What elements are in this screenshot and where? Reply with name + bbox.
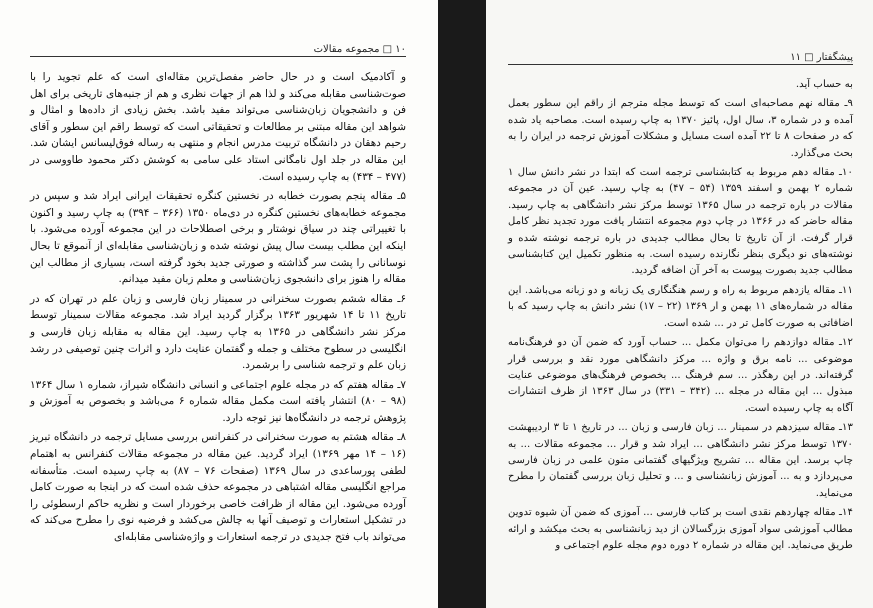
right-paragraph-1: به حساب آید. [795, 79, 853, 90]
right-page-header: پیشگفتار □ ۱۱ [508, 0, 853, 65]
left-page-body [30, 69, 406, 546]
left-paragraph-1: و آکادمیک است و در حال حاضر مفصل‌ترین مقاله‌ای است که علم تجوید را با صوت‌شناسی مقابله می‌کند و لذا هم از جهات نظری و هم از جنبه‌های تاریخی برای اهل فن و دانشجویان زبان‌شناسی می‌تواند مفید باشد. بخش زیادی از داده‌ها و امثال و شواهد این مقاله مبتنی بر مطالعات و تحقیقاتی است که توسط راقم این سطور و آقای رحیم دهقان در دانشگاه تربیت مدرس انجام و منتهی به رساله فوق‌لیسانس ایشان شد. این مقاله در جلد اول نامگانی استاد علی سامی به کوشش دکتر محمود طاووسی در (۴۷۷ – ۴۳۴) به چاپ رسیده است. [30, 71, 406, 183]
right-page-body [508, 77, 853, 554]
left-paragraph-3: ۶ـ مقاله ششم بصورت سخنرانی در سمینار زبان فارسی و زبان علم در تهران که در تاریخ ۱۱ تا ۱۴ شهریور ۱۳۶۳ برگزار گردید ایراد شد. مجموعه مقالات سمینار توسط مرکز نشر دانشگاهی در ۱۳۶۵ به چاپ رسید. این مقاله به مقابله زبان فارسی و انگلیسی در سطوح مختلف و جمله و گفتمان عنایت دارد و اثرات چنین توصیفی در رشد زبان علم و ترجمه شناسی را برشمرد. [30, 292, 406, 372]
left-paragraph-5: ۸ـ مقاله هشتم به صورت سخنرانی در کنفرانس بررسی مسایل ترجمه در دانشگاه تبریز (۱۶ – ۱۴ مهر ۱۳۶۹) ایراد گردید. عین مقاله در مجموعه مقالات کنفرانس به اهتمام لطفی پورساعدی در سال ۱۳۶۹ (صفحات ۷۶ – ۸۷) به چاپ رسیده است. متأسفانه مراجع انگلیسی مقاله اشتباهی در مجموعه حذف شده است که در اینجا به صورت کامل آورده می‌شود. این مقاله از ظرافت خاصی برخوردار است و نظریه حاکم ارسطوئی را در تشکیل استعارات و توصیف آنها به چالش می‌کشد و فرضیه نوی را مطرح می‌کند که می‌تواند باب فتح جدیدی در ترجمه استعارات و واژه‌شناسی مقابله‌ای [30, 431, 406, 544]
book-gutter [438, 0, 486, 608]
right-paragraph-7: ۱۴ـ مقاله چهاردهم نقدی است بر کتاب فارسی ... آموزی که ضمن آن شیوه تدوین مطالب آموزشی سواد آموزی بزرگسالان از دید زبانشناسی به بحث میکشد و ارائه طریق می‌نماید. این مقاله در شماره ۲ دوره دوم مجله علوم اجتماعی و [508, 507, 853, 551]
right-page [486, 0, 873, 608]
right-paragraph-4: ۱۱ـ مقاله یازدهم مربوط به راه و رسم هنگنگاری یک زبانه و دو زبانه می‌باشد. این مقاله در شماره‌های ۱۱ بهمن و ار ۱۳۶۹ (۲۲ – ۱۷) نشر دانش به چاپ رسید که با اضافاتی به صورت کامل تر در ... شده است. [508, 284, 853, 329]
right-paragraph-3: ۱۰ـ مقاله دهم مربوط به کتابشناسی ترجمه است که ابتدا در نشر دانش سال ۱ شماره ۲ بهمن و اسفند ۱۳۵۹ (۵۴ – ۴۷) به چاپ رسید. عین آن در مجموعه مقالات در باره ترجمه در سال ۱۳۶۵ توسط مرکز نشر دانشگاهی به چاپ رسید. مقاله حاضر که در ۱۳۶۶ در چاپ دوم مجموعه انتشار یافت مورد تجدید نظر کامل قرار گرفت. از آن تاریخ تا بحال مطالب جدیدی در باره ترجمه نوشته شده و نوشته‌های نو دیگری بنظر نگارنده رسیده است. به منظور تکمیل این کتابشناسی مطالب جدید بصورت پیوست به آخر آن اضافه گردید. [508, 167, 853, 277]
right-paragraph-2: ۹ـ مقاله نهم مصاحبه‌ای است که توسط مجله مترجم از راقم این سطور بعمل آمده و در شماره ۳، سال اول، پائیز ۱۳۷۰ به چاپ رسیده است. مصاحبه یاد شده که در صفحات ۸ تا ۲۲ آمده است مسایل و مشکلات آموزش ترجمه در ایران را به بحث می‌گذارد. [508, 98, 853, 159]
left-page-header: ۱۰ □ مجموعه مقالات [30, 0, 406, 57]
left-paragraph-2: ۵ـ مقاله پنجم بصورت خطابه در نخستین کنگره تحقیقات ایرانی ایراد شد و سپس در مجموعه خطابه‌های نخستین کنگره در دی‌ماه ۱۳۵۰ (۳۶۶ – ۳۹۴) به چاپ رسید و اکنون با تغییراتی چند در سیاق نوشتار و برخی اصطلاحات در این مجموعه آورده می‌شود. با اینکه این مطلب بیست سال پیش نوشته شده و زبان‌شناسی مقابله‌ای از آنموقع تا بحال نوسانانی را پشت سر گذاشته و صورتی جدید بخود گرفته است، بسیاری از مطالب این مقاله را هنوز برای دانشجوی زبان‌شناسی و معلم زبان مفید میدانم. [30, 190, 407, 286]
right-paragraph-6: ۱۳ـ مقاله سیزدهم در سمینار ... زبان فارسی و زبان ... در تاریخ ۱ تا ۳ اردیبهشت ۱۳۷۰ توسط مرکز نشر دانشگاهی ... ایراد شد و قرار ... مجموعه مقالات ... به چاپ برسد. این مقاله ... تشریح ویژگیهای گفتمانی متون علمی در زبان فارسی می‌پردازد و به ... آموزش زبانشناسی و ... و تحلیل زبان بررسی گفتمان را مطرح می‌نماید. [508, 422, 853, 499]
left-paragraph-4: ۷ـ مقاله هفتم که در مجله علوم اجتماعی و انسانی دانشگاه شیراز، شماره ۱ سال ۱۳۶۴ (۹۸ – ۸۰) انتشار یافته است مکمل مقاله شماره ۶ می‌باشد و بخصوص به آموزش و پژوهش ترجمه در دانشگاه‌ها نیز توجه دارد. [30, 378, 406, 424]
right-paragraph-5: ۱۲ـ مقاله دوازدهم را می‌توان مکمل ... حساب آورد که ضمن آن دو فرهنگ‌نامه موضوعی ... نامه برق و واژه ... مرکز دانشگاهی مورد نقد و بررسی قرار گرفته‌اند. در این رهگذر ... سم فرهنگ ... بخصوص فرهنگ‌های موضوعی عنایت مبذول ... این مقاله در مجله ... (۳۴۲ – ۳۳۱) در سال ۱۳۶۳ از ظرف انتشارات آگاه به چاپ رسیده است. [508, 337, 853, 414]
